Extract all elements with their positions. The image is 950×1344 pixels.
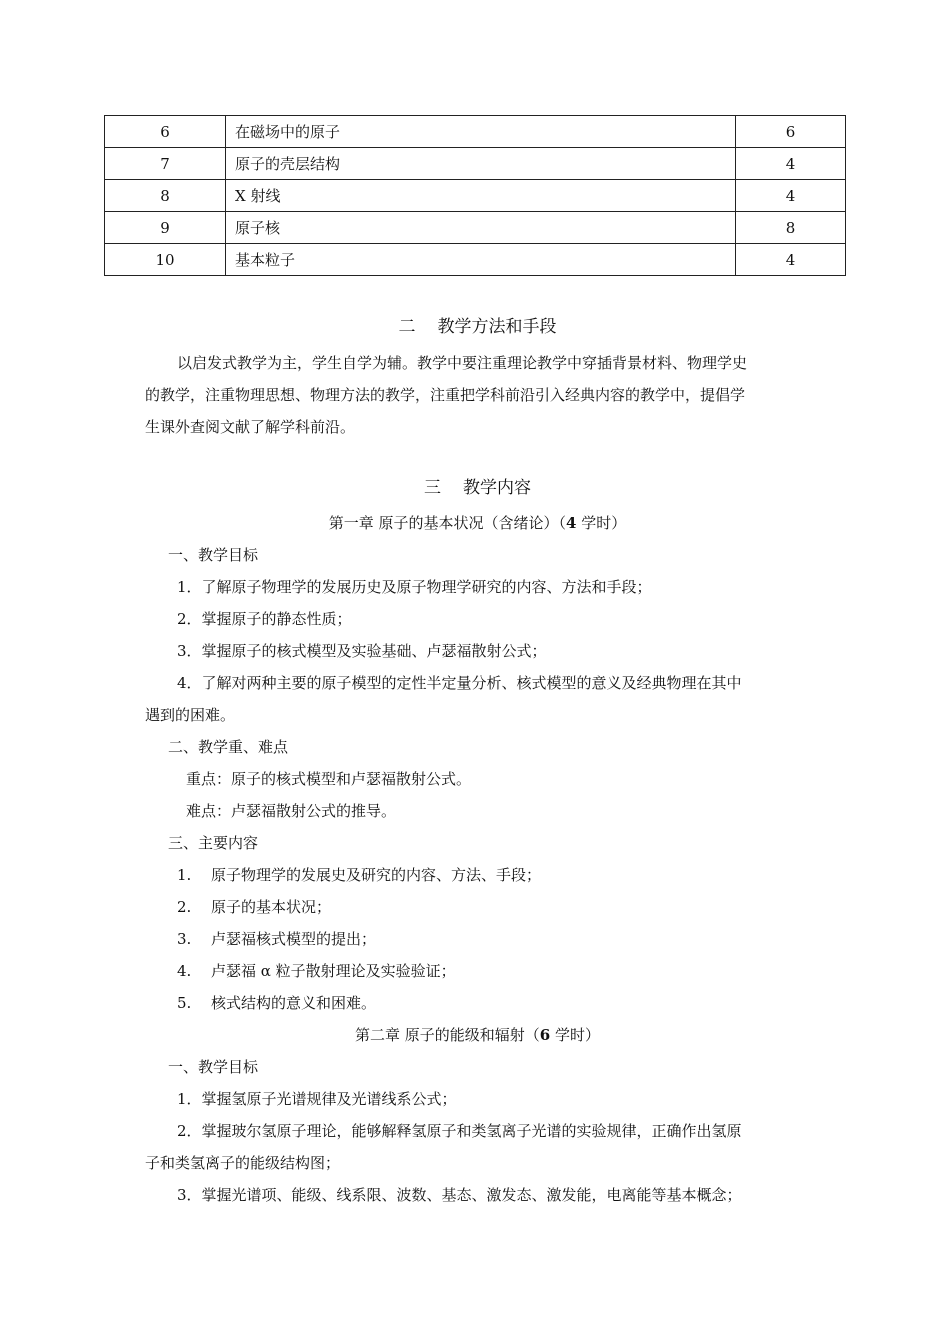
subheading: 一、教学目标 [168, 546, 259, 564]
chapter-1-title: 第一章 原子的基本状况（含绪论）（4 学时） [328, 514, 627, 532]
chapter-title-cell: 基本粒子 [226, 244, 736, 276]
chapter-2-hours: 6 [539, 1026, 551, 1044]
table-row [105, 148, 846, 180]
content-item: 4. 卢瑟福 α 粒子散射理论及实验验证； [177, 962, 456, 980]
section-3-number: 三 [424, 478, 441, 498]
chapter-hours-cell: 4 [736, 148, 846, 180]
table-row [105, 116, 846, 148]
goal-item-continued: 子和类氢离子的能级结构图； [145, 1154, 341, 1172]
subheading: 三、主要内容 [168, 834, 259, 852]
chapter-title-cell: 在磁场中的原子 [226, 116, 736, 148]
goal-item: 4．了解对两种主要的原子模型的定性半定量分析、核式模型的意义及经典物理在其中 [177, 674, 742, 692]
chapter-hours-cell: 4 [736, 180, 846, 212]
chapter-2-title: 第二章 原子的能级和辐射（6 学时） [355, 1026, 600, 1044]
chapter-number-cell: 7 [105, 148, 226, 180]
section-2-heading [145, 317, 810, 337]
table-row [105, 244, 846, 276]
goal-item: 3．掌握光谱项、能级、线系限、波数、基态、激发态、激发能，电离能等基本概念； [177, 1186, 742, 1204]
content-item: 5. 核式结构的意义和困难。 [177, 994, 377, 1012]
content-item: 1. 原子物理学的发展史及研究的内容、方法、手段； [177, 866, 542, 884]
chapter-number-cell: 8 [105, 180, 226, 212]
goal-item: 1．掌握氢原子光谱规律及光谱线系公式； [177, 1090, 457, 1108]
chapter-hours-cell: 6 [736, 116, 846, 148]
subheading: 一、教学目标 [168, 1058, 259, 1076]
chapter-number-cell: 6 [105, 116, 226, 148]
section-3-heading [145, 478, 810, 498]
chapter-hours-cell: 8 [736, 212, 846, 244]
goal-item: 2．掌握原子的静态性质； [177, 610, 352, 628]
section-2-number: 二 [398, 317, 416, 337]
paragraph-line: 的教学，注重物理思想、物理方法的教学，注重把学科前沿引入经典内容的教学中，提倡学 [145, 386, 746, 404]
section-3-title: 教学内容 [463, 478, 531, 498]
content-item: 2. 原子的基本状况； [177, 898, 332, 916]
chapter-number-cell: 9 [105, 212, 226, 244]
chapter-number-cell: 10 [105, 244, 226, 276]
subheading: 二、教学重、难点 [168, 738, 289, 756]
chapter-title-cell: X 射线 [226, 180, 736, 212]
goal-item: 2．掌握玻尔氢原子理论，能够解释氢原子和类氢离子光谱的实验规律，正确作出氢原 [177, 1122, 742, 1140]
key-point: 重点：原子的核式模型和卢瑟福散射公式。 [186, 770, 472, 788]
goal-item-continued: 遇到的困难。 [145, 706, 236, 724]
chapter-title-cell: 原子核 [226, 212, 736, 244]
chapter-hours-cell: 4 [736, 244, 846, 276]
goal-item: 3．掌握原子的核式模型及实验基础、卢瑟福散射公式； [177, 642, 547, 660]
paragraph-line: 生课外查阅文献了解学科前沿。 [145, 418, 356, 436]
course-hours-table [104, 115, 846, 276]
chapter-title-cell: 原子的壳层结构 [226, 148, 736, 180]
difficult-point: 难点：卢瑟福散射公式的推导。 [186, 802, 397, 820]
paragraph-line: 以启发式教学为主，学生自学为辅。教学中要注重理论教学中穿插背景材料、物理学史 [177, 354, 748, 372]
section-2-title: 教学方法和手段 [437, 317, 557, 337]
chapter-1-hours: 4 [566, 514, 577, 532]
table-row [105, 212, 846, 244]
content-item: 3. 卢瑟福核式模型的提出； [177, 930, 377, 948]
goal-item: 1．了解原子物理学的发展历史及原子物理学研究的内容、方法和手段； [177, 578, 652, 596]
table-row [105, 180, 846, 212]
